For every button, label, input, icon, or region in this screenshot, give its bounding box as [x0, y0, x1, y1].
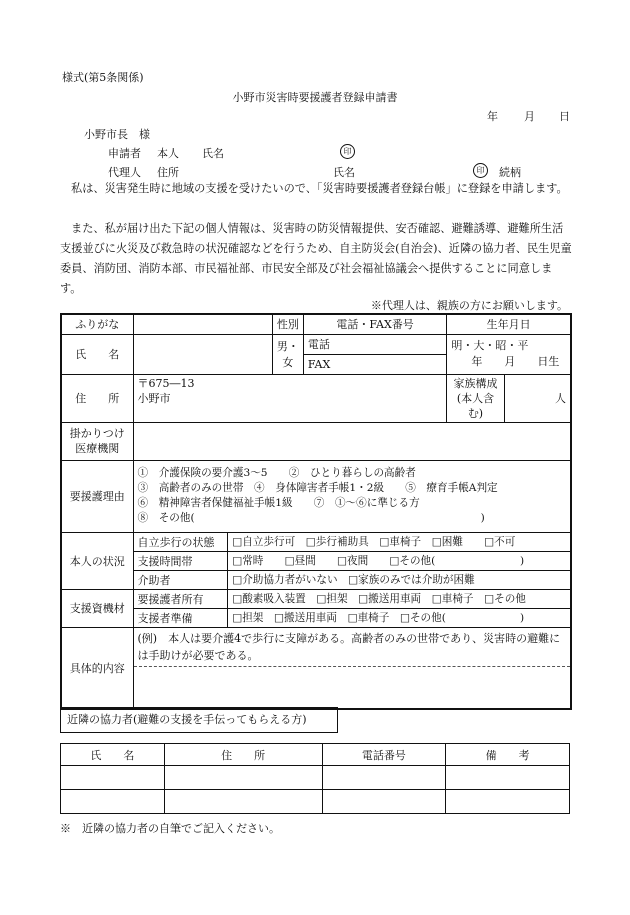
city: 小野市 [137, 391, 171, 405]
helpers-header-remarks: 備 考 [446, 744, 570, 766]
equipment-label: 支援資機材 [61, 589, 133, 627]
detail-divider [134, 666, 570, 708]
caregiver-options[interactable]: □介助協力者がいない □家族のみでは介助が困難 [228, 570, 571, 589]
clinic-field[interactable] [133, 422, 571, 460]
phone-fax-label: 電話・FAX番号 [303, 314, 447, 334]
applicant-name-label: 氏名 [202, 147, 224, 160]
walking-label: 自立歩行の状態 [133, 532, 228, 551]
owned-equipment-label: 要援護者所有 [133, 589, 228, 608]
address-field[interactable] [133, 374, 447, 422]
prepared-equipment-options[interactable]: □担架 □搬送用車両 □車椅子 □その他( ) [228, 608, 571, 627]
helper-phone-cell[interactable] [322, 766, 446, 790]
paragraph-request: 私は、災害発生時に地域の支援を受けたいので、「災害時要援護者登録台帳」に登録を申請します。 [71, 182, 568, 195]
detail-label: 具体的内容 [61, 627, 133, 709]
helpers-table [60, 743, 570, 814]
helpers-footnote: ※ 近隣の協力者の自筆でご記入ください。 [60, 822, 280, 835]
reason-line: ① 介護保険の要介護3～5 ② ひとり暮らしの高齢者 [137, 467, 416, 479]
status-label: 本人の状況 [61, 532, 133, 589]
helpers-header-address: 住 所 [164, 744, 322, 766]
helper-address-cell[interactable] [164, 766, 322, 790]
detail-example: (例) 本人は要介護4で歩行に支障がある。高齢者のみの世帯であり、災害時の避難には手助けが必要である。 [137, 631, 561, 662]
reason-label: 要援護理由 [61, 460, 133, 532]
agent-address-label: 住所 [157, 166, 179, 179]
owned-equipment-options[interactable]: □酸素吸入装置 □担架 □搬送用車両 □車椅子 □その他 [228, 589, 571, 608]
seal-icon: 印 [473, 163, 488, 178]
registration-table [60, 313, 572, 710]
relation-label: 続柄 [499, 166, 521, 179]
name-label: 氏 名 [61, 334, 133, 374]
reason-line: ③ 高齢者のみの世帯 ④ 身体障害者手帳1・2級 ⑤ 療育手帳A判定 [137, 482, 498, 494]
birth-field[interactable] [447, 334, 571, 374]
family-label: 家族構成 (本人含む) [447, 374, 504, 422]
helper-name-cell[interactable] [61, 766, 165, 790]
birth-ymd: 年 月 日生 [471, 355, 560, 368]
phone-field[interactable]: 電話 [303, 334, 447, 354]
furigana-field[interactable] [133, 314, 272, 334]
postal-code: 〒675―13 [137, 376, 195, 390]
reason-options[interactable] [133, 460, 571, 532]
applicant-self: 本人 [157, 147, 179, 160]
paragraph-consent: また、私が届け出た下記の個人情報は、災害時の防災情報提供、安否確認、避難誘導、避難所生活支援並びに火災及び救急時の状況確認などを行うため、自主防災会(自治会)、近隣の協力者、民生児童委員、消防団、消防本部、市民福祉部、市民安全部及び社会福祉協議会へ提供することに同意します。 [60, 222, 572, 295]
gender-label: 性別 [272, 314, 303, 334]
clinic-label: 掛かりつけ医療機関 [61, 422, 133, 460]
helper-remarks-cell[interactable] [446, 766, 570, 790]
walking-options[interactable]: □自立歩行可 □歩行補助具 □車椅子 □困難 □不可 [228, 532, 571, 551]
address-label: 住 所 [61, 374, 133, 422]
helpers-title: 近隣の協力者(避難の支援を手伝ってもらえる方) [60, 707, 338, 733]
birth-label: 生年月日 [447, 314, 571, 334]
name-field[interactable] [133, 334, 272, 374]
gender-options[interactable]: 男・女 [272, 334, 303, 374]
agent-label: 代理人 [108, 166, 141, 179]
fax-field[interactable]: FAX [303, 354, 447, 374]
reason-line: ⑥ 精神障害者保健福祉手帳1級 ⑦ ①～⑥に準じる方 [137, 497, 420, 509]
page-title: 小野市災害時要援護者登録申請書 [232, 91, 398, 104]
applicant-label: 申請者 [108, 147, 141, 160]
form-number: 様式(第5条関係) [62, 71, 144, 84]
agent-name-label: 氏名 [333, 166, 355, 179]
time-options[interactable]: □常時 □昼間 □夜間 □その他( ) [228, 551, 571, 570]
furigana-label: ふりがな [61, 314, 133, 334]
helper-phone-cell[interactable] [322, 790, 446, 814]
helpers-header-phone: 電話番号 [322, 744, 446, 766]
family-count-field[interactable]: 人 [504, 374, 571, 422]
date-month: 月 [524, 110, 535, 123]
caregiver-label: 介助者 [133, 570, 228, 589]
date-day: 日 [559, 110, 570, 123]
helper-name-cell[interactable] [61, 790, 165, 814]
agent-note: ※代理人は、親族の方にお願いします。 [370, 299, 568, 312]
seal-icon: 印 [340, 144, 355, 159]
addressee: 小野市長 様 [84, 128, 150, 141]
prepared-equipment-label: 支援者準備 [133, 608, 228, 627]
time-label: 支援時間帯 [133, 551, 228, 570]
reason-line: ⑧ その他( ) [137, 512, 485, 524]
helper-remarks-cell[interactable] [446, 790, 570, 814]
detail-field[interactable] [133, 627, 571, 709]
helpers-header-name: 氏 名 [61, 744, 165, 766]
date-year: 年 [487, 110, 498, 123]
helper-address-cell[interactable] [164, 790, 322, 814]
era-options: 明・大・昭・平 [451, 339, 529, 352]
